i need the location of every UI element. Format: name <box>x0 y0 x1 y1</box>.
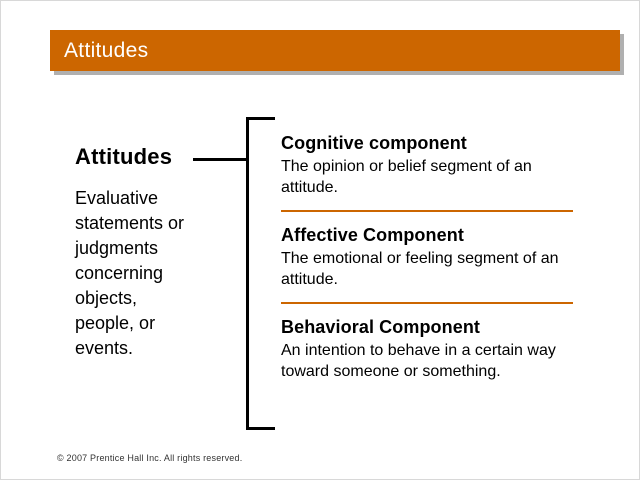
bracket-vertical-line <box>246 117 249 430</box>
component-description: The opinion or belief segment of an attitude. <box>281 158 532 196</box>
component-title: Affective Component <box>281 225 464 245</box>
components-list <box>281 133 591 382</box>
bracket-top-arm <box>246 117 275 120</box>
divider <box>281 302 573 304</box>
bracket-bottom-arm <box>246 427 275 430</box>
left-heading: Attitudes <box>75 144 173 169</box>
list-item <box>281 317 591 382</box>
divider <box>281 210 573 212</box>
component-description: The emotional or feeling segment of an attitude. <box>281 250 559 288</box>
list-item <box>281 225 591 290</box>
connector-line <box>193 158 247 161</box>
copyright-footer: © 2007 Prentice Hall Inc. All rights reserved. <box>57 453 243 463</box>
component-title: Cognitive component <box>281 133 467 153</box>
component-title: Behavioral Component <box>281 317 481 337</box>
list-item <box>281 133 591 198</box>
slide-title: Attitudes <box>64 39 149 62</box>
component-description: An intention to behave in a certain way toward someone or something. <box>281 342 556 380</box>
left-body-text: Evaluative statements or judgments concerning objects, people, or events. <box>75 188 185 358</box>
